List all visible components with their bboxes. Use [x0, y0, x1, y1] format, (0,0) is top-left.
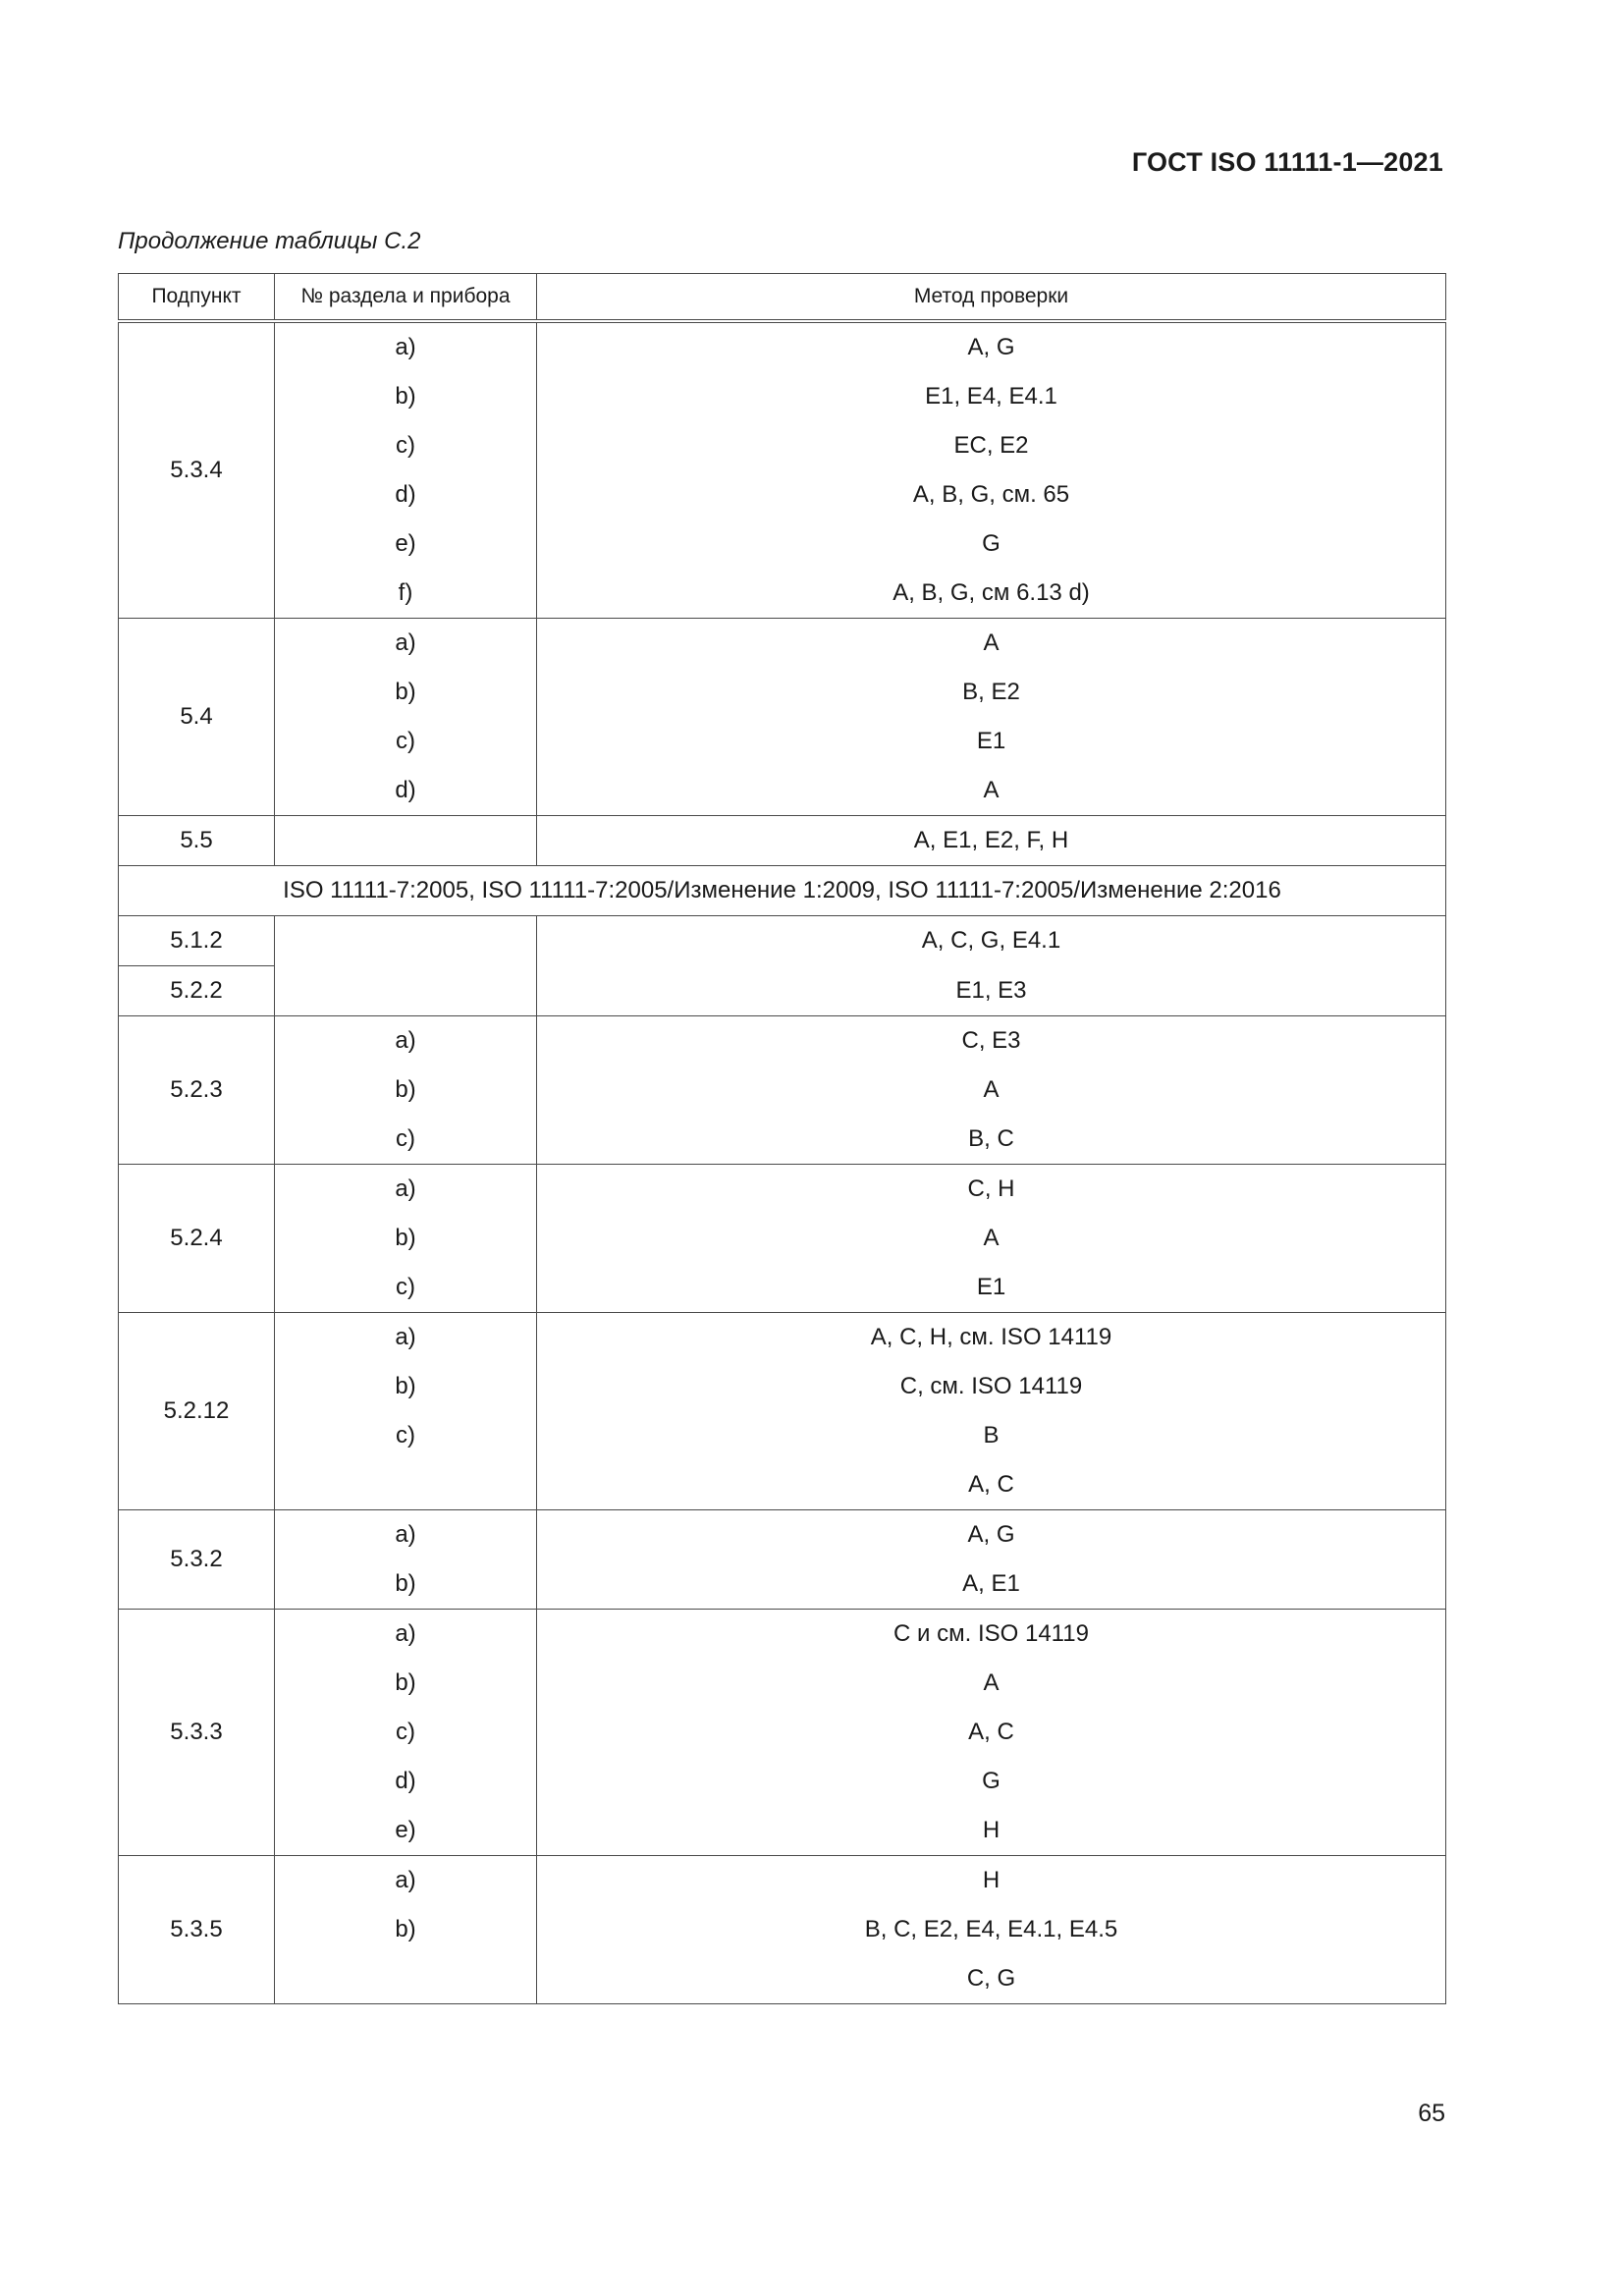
item-cell: a): [275, 1016, 537, 1066]
table-row: [119, 372, 1446, 421]
item-cell: a): [275, 1510, 537, 1560]
table-row: [119, 1757, 1446, 1806]
item-cell: a): [275, 619, 537, 669]
method-cell: G: [537, 1757, 1446, 1806]
method-cell: EC, E2: [537, 421, 1446, 470]
clause-cell: 5.3.3: [119, 1610, 275, 1856]
table-row: [119, 1659, 1446, 1708]
table-row: [119, 1954, 1446, 2004]
item-cell: e): [275, 519, 537, 569]
item-cell: b): [275, 1659, 537, 1708]
table-caption: Продолжение таблицы С.2: [118, 228, 421, 254]
item-cell: [275, 1954, 537, 2004]
table-row: [119, 1016, 1446, 1066]
table-row: [119, 1708, 1446, 1757]
method-cell: C, E3: [537, 1016, 1446, 1066]
method-cell: C, H: [537, 1165, 1446, 1215]
method-cell: A, C, G, E4.1: [537, 916, 1446, 966]
page-number: 65: [1418, 2100, 1445, 2127]
item-cell: b): [275, 1905, 537, 1954]
method-cell: A: [537, 1659, 1446, 1708]
table-header-row: [119, 274, 1446, 322]
table-row: [119, 1115, 1446, 1165]
section-title: ISO 11111-7:2005, ISO 11111-7:2005/Изменение 1:2009, ISO 11111-7:2005/Изменение 2:2016: [119, 866, 1446, 916]
table-row: [119, 766, 1446, 816]
table-row: [119, 1165, 1446, 1215]
method-cell: A, B, G, см 6.13 d): [537, 569, 1446, 619]
document-code: ГОСТ ISO 11111-1—2021: [1131, 147, 1443, 177]
item-cell: d): [275, 470, 537, 519]
item-cell: a): [275, 1856, 537, 1906]
method-cell: A, G: [537, 1510, 1446, 1560]
table-row: [119, 1559, 1446, 1610]
verification-table: [118, 273, 1446, 2004]
clause-cell: 5.1.2: [119, 916, 275, 966]
item-cell: d): [275, 1757, 537, 1806]
item-cell: c): [275, 421, 537, 470]
clause-cell: 5.3.2: [119, 1510, 275, 1610]
item-cell: b): [275, 1066, 537, 1115]
item-cell: a): [275, 1165, 537, 1215]
item-cell: a): [275, 1610, 537, 1660]
item-cell: [275, 916, 537, 1016]
clause-cell: 5.4: [119, 619, 275, 816]
table-row: [119, 569, 1446, 619]
column-header-clause: Подпункт: [119, 274, 275, 322]
item-cell: c): [275, 717, 537, 766]
table-row: [119, 1460, 1446, 1510]
method-cell: A, E1, E2, F, H: [537, 816, 1446, 866]
method-cell: A, G: [537, 321, 1446, 372]
item-cell: e): [275, 1806, 537, 1856]
method-cell: A, C, H, см. ISO 14119: [537, 1313, 1446, 1363]
method-cell: A: [537, 1214, 1446, 1263]
item-cell: a): [275, 321, 537, 372]
clause-cell: 5.5: [119, 816, 275, 866]
method-cell: E1, E4, E4.1: [537, 372, 1446, 421]
table-row: [119, 1066, 1446, 1115]
clause-cell: 5.3.5: [119, 1856, 275, 2004]
item-cell: [275, 1460, 537, 1510]
method-cell: A: [537, 766, 1446, 816]
method-cell: C, см. ISO 14119: [537, 1362, 1446, 1411]
table-row: [119, 717, 1446, 766]
item-cell: c): [275, 1708, 537, 1757]
clause-cell: 5.2.3: [119, 1016, 275, 1165]
item-cell: a): [275, 1313, 537, 1363]
table-row: [119, 519, 1446, 569]
item-cell: b): [275, 1362, 537, 1411]
item-cell: f): [275, 569, 537, 619]
table-row: [119, 1806, 1446, 1856]
method-cell: A: [537, 619, 1446, 669]
method-cell: E1: [537, 717, 1446, 766]
item-cell: [275, 816, 537, 866]
table-row: [119, 1856, 1446, 1906]
item-cell: c): [275, 1263, 537, 1313]
table-row: [119, 619, 1446, 669]
clause-cell: 5.2.2: [119, 966, 275, 1016]
method-cell: A, C: [537, 1460, 1446, 1510]
clause-cell: 5.2.12: [119, 1313, 275, 1510]
item-cell: b): [275, 1559, 537, 1610]
item-cell: b): [275, 1214, 537, 1263]
method-cell: G: [537, 519, 1446, 569]
method-cell: A, B, G, см. 65: [537, 470, 1446, 519]
method-cell: A: [537, 1066, 1446, 1115]
item-cell: b): [275, 668, 537, 717]
method-cell: A, E1: [537, 1559, 1446, 1610]
column-header-item: № раздела и прибора: [275, 274, 537, 322]
table-row: [119, 470, 1446, 519]
table-row: [119, 421, 1446, 470]
table-row: [119, 916, 1446, 966]
method-cell: A, C: [537, 1708, 1446, 1757]
method-cell: C, G: [537, 1954, 1446, 2004]
method-cell: B: [537, 1411, 1446, 1460]
table-row: [119, 1214, 1446, 1263]
method-cell: B, C, E2, E4, E4.1, E4.5: [537, 1905, 1446, 1954]
item-cell: d): [275, 766, 537, 816]
table-row: [119, 1610, 1446, 1660]
column-header-method: Метод проверки: [537, 274, 1446, 322]
method-cell: H: [537, 1806, 1446, 1856]
item-cell: b): [275, 372, 537, 421]
table-row: [119, 1313, 1446, 1363]
item-cell: c): [275, 1411, 537, 1460]
section-title-row: [119, 866, 1446, 916]
clause-cell: 5.2.4: [119, 1165, 275, 1313]
table-row: [119, 816, 1446, 866]
table-row: [119, 321, 1446, 372]
method-cell: C и см. ISO 14119: [537, 1610, 1446, 1660]
method-cell: B, E2: [537, 668, 1446, 717]
table-row: [119, 1510, 1446, 1560]
method-cell: E1: [537, 1263, 1446, 1313]
table-row: [119, 1362, 1446, 1411]
table-row: [119, 668, 1446, 717]
table-row: [119, 1411, 1446, 1460]
table-row: [119, 1263, 1446, 1313]
method-cell: H: [537, 1856, 1446, 1906]
item-cell: c): [275, 1115, 537, 1165]
method-cell: E1, E3: [537, 966, 1446, 1016]
clause-cell: 5.3.4: [119, 321, 275, 619]
method-cell: B, C: [537, 1115, 1446, 1165]
table-row: [119, 1905, 1446, 1954]
